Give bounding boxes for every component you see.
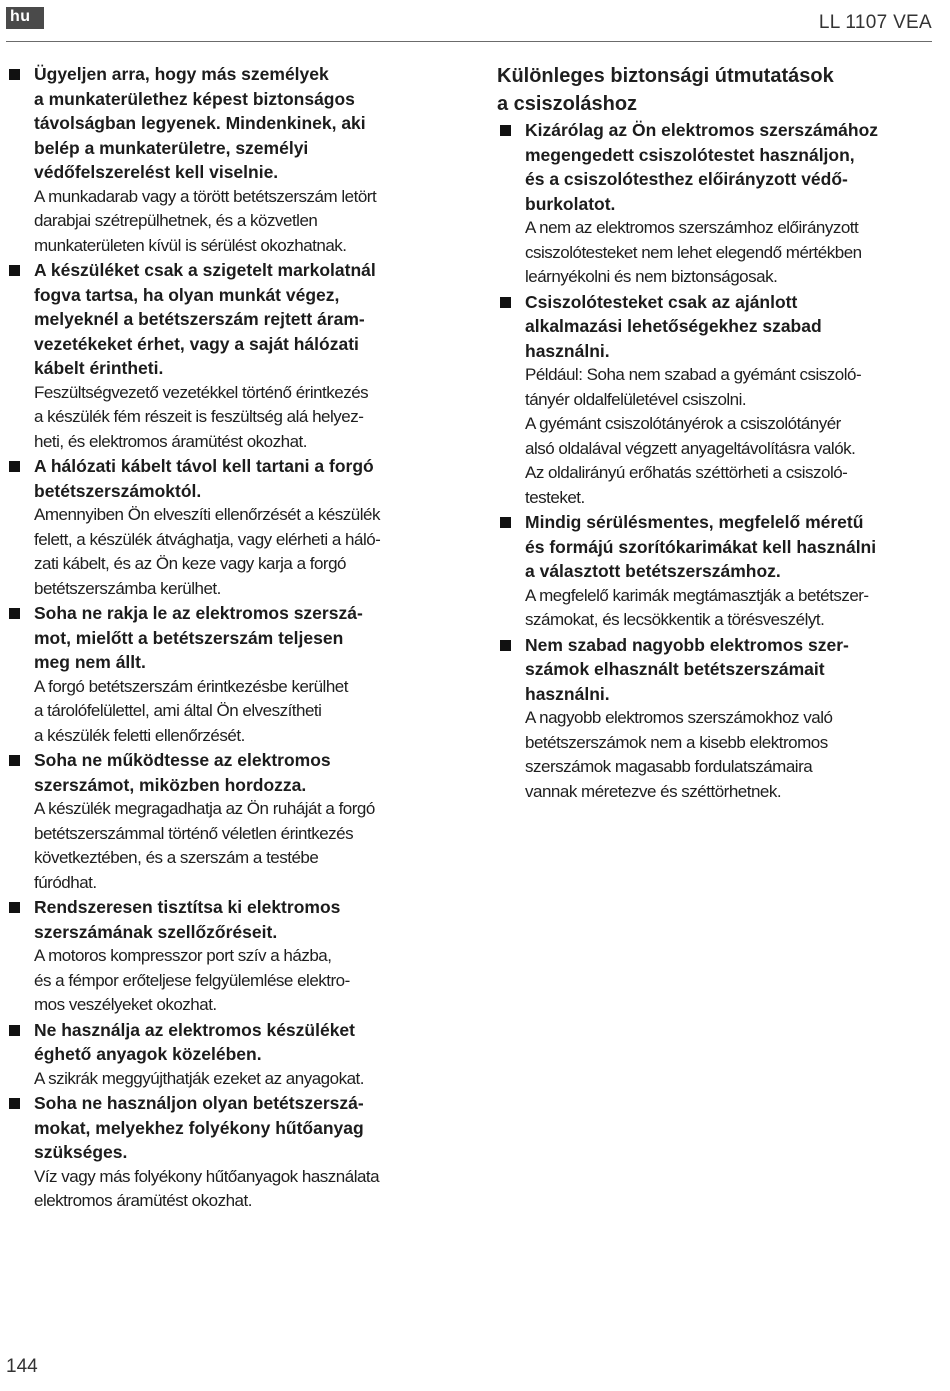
- safety-item-text: Feszültségvezető vezetékkel történő érintkezés a készülék fém részeit is feszültség alá helyez- heti, és elektromos áramütést okozhat.: [34, 382, 369, 451]
- square-bullet-icon: [500, 640, 511, 651]
- safety-item-text: A szikrák meggyújthatják ezeket az anyagokat.: [34, 1068, 364, 1088]
- language-code: hu: [10, 8, 31, 25]
- right-column: [497, 62, 937, 804]
- safety-item: [6, 748, 446, 895]
- safety-item: [497, 510, 937, 633]
- safety-item-title: Ne használja az elektromos készüléket éghető anyagok közelében.: [34, 1019, 355, 1064]
- safety-item: [6, 601, 446, 748]
- square-bullet-icon: [500, 517, 511, 528]
- safety-item-text: Például: Soha nem szabad a gyémánt csiszoló- tányér oldalfelületével csiszolni. A gyémánt csiszolótányérok a csiszolótányér alsó oldalával végzett anyageltávolításra valók. Az oldalirányú erőhatás széttörheti a csiszoló- testeket.: [525, 365, 862, 507]
- safety-item: [6, 454, 446, 601]
- section-heading: Különleges biztonsági útmutatások a csiszoláshoz: [497, 65, 834, 115]
- square-bullet-icon: [9, 755, 20, 766]
- left-column: [6, 62, 446, 1214]
- safety-item-text: Amennyiben Ön elveszíti ellenőrzését a készülék felett, a készülék átvághatja, vagy elérheti a háló- zati kábelt, és az Ön keze vagy karja a forgó betétszerszámba kerülhet.: [34, 505, 381, 598]
- header-divider: [6, 41, 932, 42]
- safety-item-title: Kizárólag az Ön elektromos szerszámához megengedett csiszolótestet használjon, és a csiszolótesthez előirányzott védő- burkolatot.: [525, 120, 879, 214]
- square-bullet-icon: [500, 125, 511, 136]
- safety-item: [497, 290, 937, 511]
- square-bullet-icon: [9, 69, 20, 80]
- safety-item-text: A készülék megragadhatja az Ön ruháját a forgó betétszerszámmal történő véletlen érintkezés következtében, és a szerszám a testébe fúródhat.: [34, 799, 375, 892]
- safety-item: [497, 633, 937, 805]
- page-number: 144: [6, 1356, 38, 1377]
- safety-item-title: Csiszolótesteket csak az ajánlott alkalmazási lehetőségekhez szabad használni.: [525, 291, 822, 361]
- safety-item: [6, 258, 446, 454]
- safety-item: [6, 62, 446, 258]
- safety-item: [6, 1018, 446, 1092]
- safety-item-text: A nem az elektromos szerszámhoz előirányzott csiszolótesteket nem lehet elegendő mértékben leárnyékolni és nem biztonságosak.: [525, 218, 862, 286]
- language-badge: [6, 7, 44, 29]
- safety-item-text: A megfelelő karimák megtámasztják a betétszer- számokat, és lecsökkentik a törésveszélyt.: [525, 585, 869, 629]
- safety-item-title: Soha ne rakja le az elektromos szerszá- mot, mielőtt a betétszerszám teljesen meg nem állt.: [34, 603, 363, 672]
- safety-item-title: Nem szabad nagyobb elektromos szer- számok elhasznált betétszerszámait használni.: [525, 634, 849, 704]
- square-bullet-icon: [9, 1098, 20, 1109]
- safety-item: [6, 895, 446, 1018]
- square-bullet-icon: [9, 1025, 20, 1036]
- square-bullet-icon: [9, 902, 20, 913]
- safety-item-title: Mindig sérülésmentes, megfelelő méretű és formájú szorítókarimákat kell használni a választott betétszerszámhoz.: [525, 512, 877, 581]
- safety-item: [6, 1091, 446, 1214]
- square-bullet-icon: [9, 265, 20, 276]
- safety-item: [497, 118, 937, 290]
- safety-item-text: A nagyobb elektromos szerszámokhoz való betétszerszámok nem a kisebb elektromos szerszámok magasabb fordulatszámaira vannak méretezve és széttörhetnek.: [525, 708, 833, 801]
- square-bullet-icon: [9, 608, 20, 619]
- square-bullet-icon: [9, 461, 20, 472]
- safety-item-title: Soha ne működtesse az elektromos szerszámot, miközben hordozza.: [34, 750, 331, 795]
- safety-item-title: Rendszeresen tisztítsa ki elektromos szerszámának szellőzőréseit.: [34, 897, 341, 942]
- safety-item-text: A forgó betétszerszám érintkezésbe kerülhet a tárolófelülettel, ami által Ön elveszítheti a készülék feletti ellenőrzését.: [34, 676, 348, 745]
- safety-item-title: A hálózati kábelt távol kell tartani a forgó betétszerszámoktól.: [34, 456, 374, 501]
- safety-item-title: Soha ne használjon olyan betétszerszá- mokat, melyekhez folyékony hűtőanyag szükséges.: [34, 1093, 364, 1162]
- model-name: LL 1107 VEA: [818, 12, 932, 33]
- square-bullet-icon: [500, 297, 511, 308]
- safety-item-text: Víz vagy más folyékony hűtőanyagok használata elektromos áramütést okozhat.: [34, 1166, 380, 1210]
- safety-item-text: A motoros kompresszor port szív a házba, és a fémpor erőteljese felgyülemlése elektro- mos veszélyeket okozhat.: [34, 946, 350, 1014]
- safety-item-text: A munkadarab vagy a törött betétszerszám letört darabjai szétrepülhetnek, és a közvetlen munkaterületen kívül is sérülést okozhatnak.: [34, 186, 377, 255]
- safety-item-title: Ügyeljen arra, hogy más személyek a munkaterülethez képest biztonságos távolságban legyenek. Mindenkinek, aki belép a munkaterületre, személyi védőfelszerelést kell viselnie.: [34, 64, 366, 182]
- safety-item-title: A készüléket csak a szigetelt markolatnál fogva tartsa, ha olyan munkát végez, melyeknél a betétszerszám rejtett áram- vezetékeket érhet, vagy a saját hálózati kábelt érintheti.: [34, 260, 376, 378]
